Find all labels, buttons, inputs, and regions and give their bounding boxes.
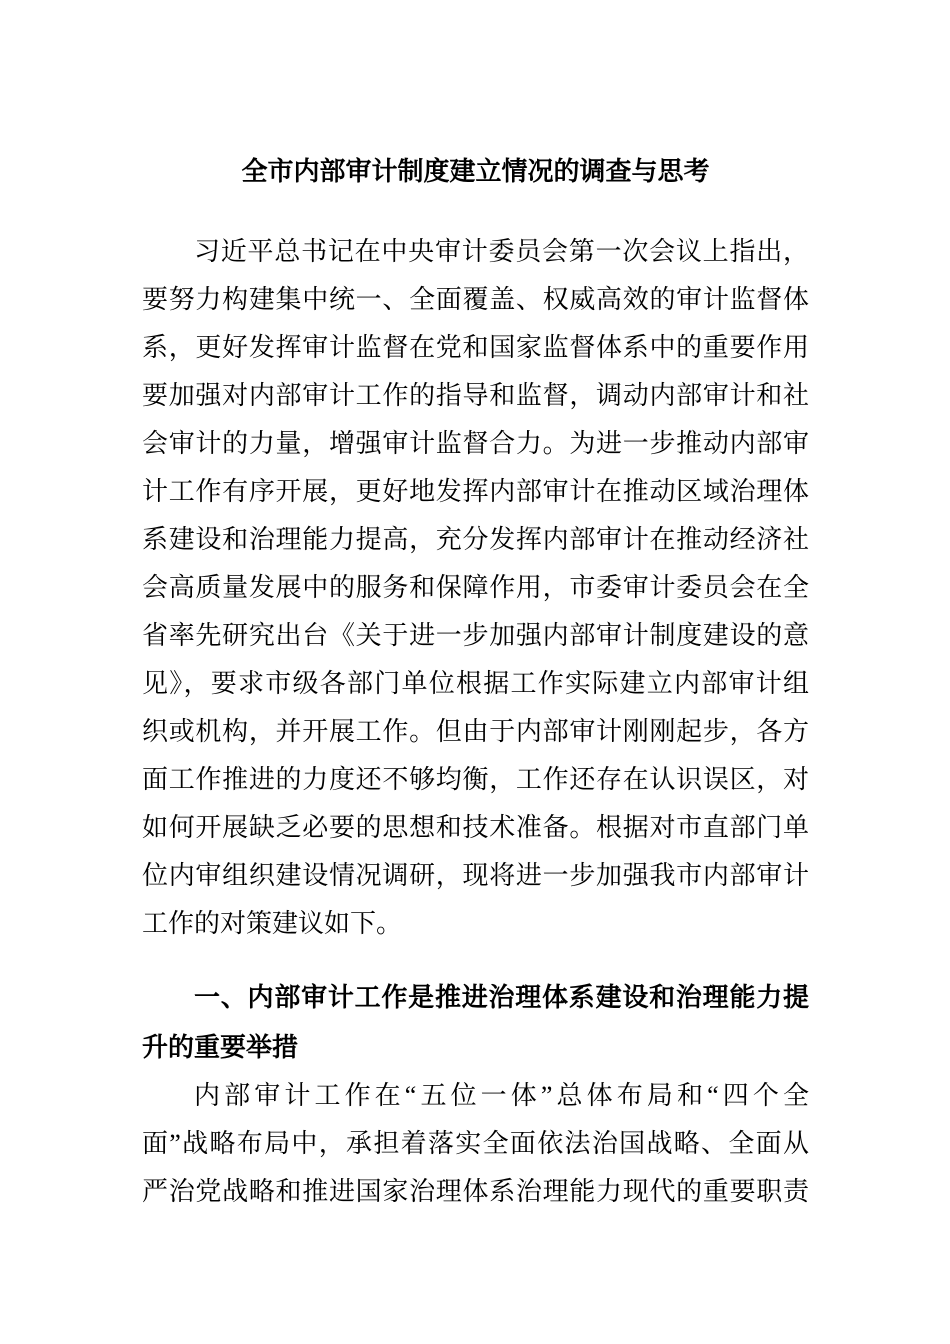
paragraph-line: 要加强对内部审计工作的指导和监督，调动内部审计和社 [142, 381, 809, 410]
paragraph-intro [142, 228, 809, 948]
paragraph-line: 如何开展缺乏必要的思想和技术准备。根据对市直部门单 [142, 813, 809, 842]
paragraph-section-body [142, 1072, 809, 1216]
document-title: 全市内部审计制度建立情况的调查与思考 [241, 156, 710, 186]
paragraph-line: 要努力构建集中统一、全面覆盖、权威高效的审计监督体 [142, 285, 809, 314]
paragraph-line: 系，更好发挥审计监督在党和国家监督体系中的重要作用 [142, 333, 809, 362]
paragraph-line: 系建设和治理能力提高，充分发挥内部审计在推动经济社 [142, 525, 809, 554]
paragraph-line: 会审计的力量，增强审计监督合力。为进一步推动内部审 [142, 429, 809, 458]
section-heading-line: 升的重要举措 [142, 1032, 299, 1062]
paragraph-line: 工作的对策建议如下。 [142, 909, 403, 938]
section-heading-line: 一、内部审计工作是推进治理体系建设和治理能力提 [194, 982, 809, 1012]
paragraph-line: 面”战略布局中，承担着落实全面依法治国战略、全面从 [142, 1129, 809, 1158]
paragraph-line: 织或机构，并开展工作。但由于内部审计刚刚起步，各方 [142, 717, 809, 746]
paragraph-line: 见》，要求市级各部门单位根据工作实际建立内部审计组 [142, 669, 809, 698]
paragraph-line: 计工作有序开展，更好地发挥内部审计在推动区域治理体 [142, 477, 809, 506]
section-heading [142, 972, 809, 1072]
paragraph-line: 严治党战略和推进国家治理体系治理能力现代的重要职责 [142, 1177, 809, 1206]
paragraph-line: 会高质量发展中的服务和保障作用，市委审计委员会在全 [142, 573, 809, 602]
paragraph-line: 习近平总书记在中央审计委员会第一次会议上指出， [194, 237, 809, 266]
paragraph-line: 面工作推进的力度还不够均衡，工作还存在认识误区，对 [142, 765, 809, 794]
paragraph-line: 位内审组织建设情况调研，现将进一步加强我市内部审计 [142, 861, 809, 890]
paragraph-line: 省率先研究出台《关于进一步加强内部审计制度建设的意 [142, 621, 809, 650]
paragraph-line: 内部审计工作在“五位一体”总体布局和“四个全 [194, 1081, 809, 1110]
